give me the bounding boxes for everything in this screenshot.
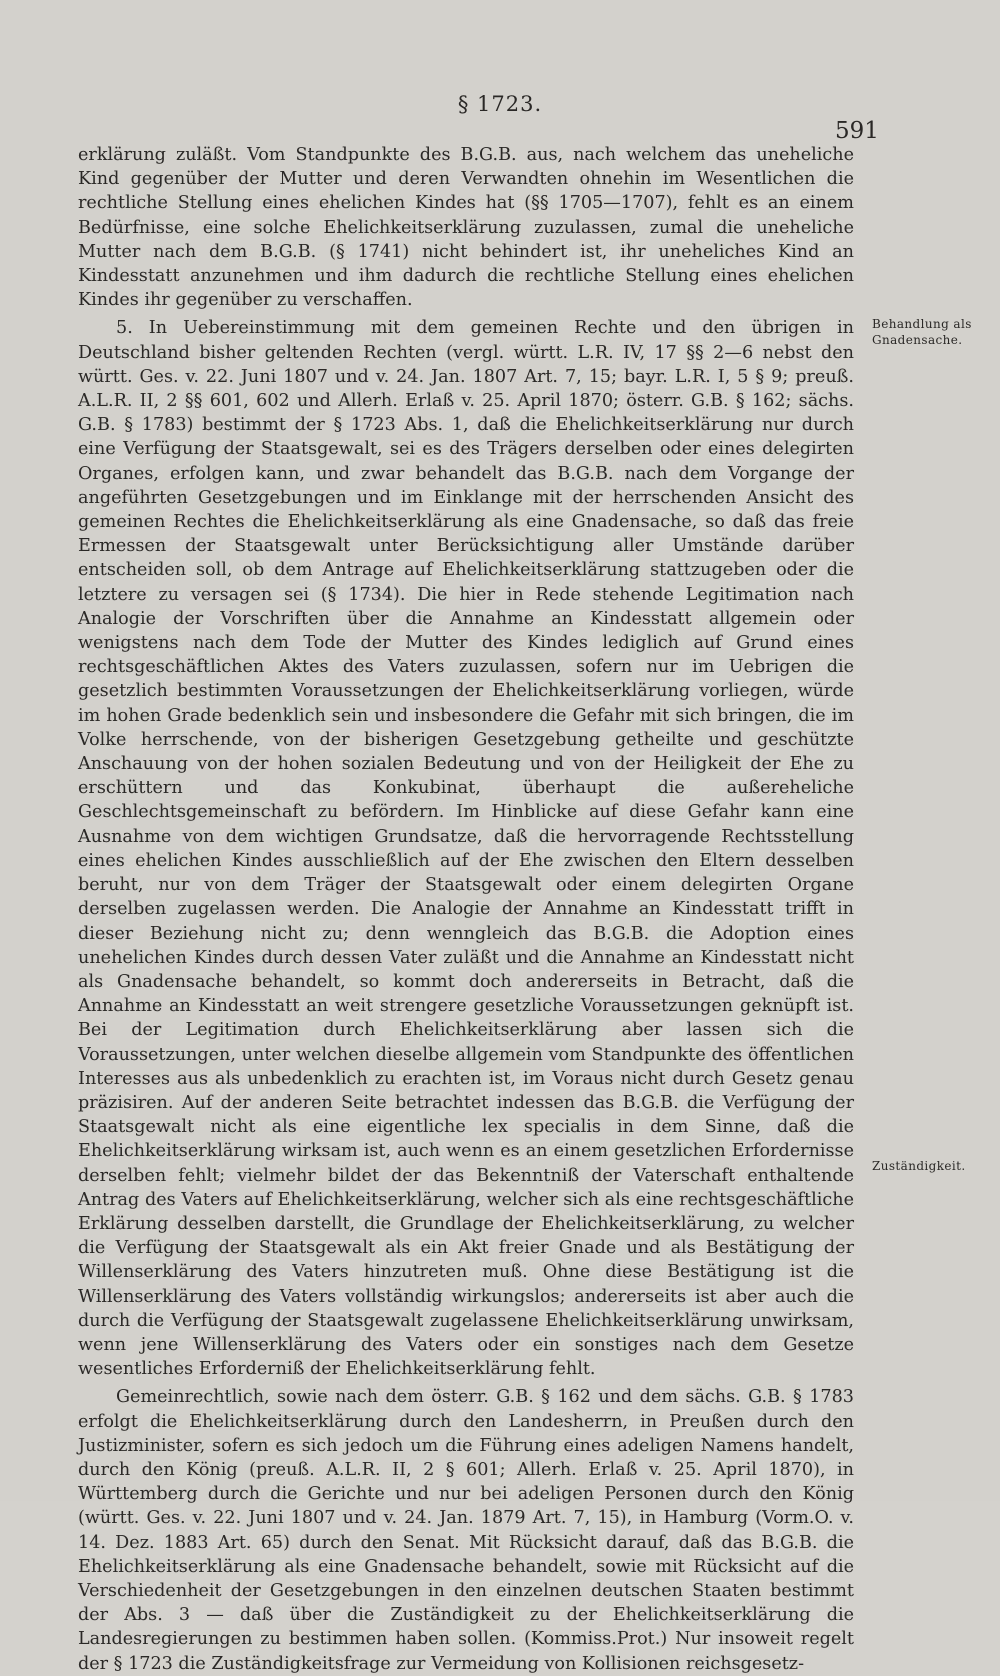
page-number: 591: [835, 118, 879, 144]
paragraph-jurisdiction: Gemeinrechtlich, sowie nach dem österr. G.B. § 162 und dem sächs. G.B. § 1783 erfolgt die Ehelichkeitserklärung durch den Landesherrn, in Preußen durch den Justizminister, sofern es sich jedoch um die Führung eines adeligen Namens handelt, durch den König (preuß. A.L.R. II, 2 § 601; Allerh. Erlaß v. 25. April 1870), in Württemberg durch die Gerichte und nur bei adeligen Personen durch den König (württ. Ges. v. 22. Juni 1807 und v. 24. Jan. 1879 Art. 7, 15), in Hamburg (Vorm.O. v. 14. Dez. 1883 Art. 65) durch den Senat. Mit Rücksicht darauf, daß das B.G.B. die Ehelichkeitserklärung als eine Gnadensache behandelt, sowie mit Rücksicht auf die Verschiedenheit der Gesetzgebungen in den einzelnen deutschen Staaten bestimmt der Abs. 3 — daß über die Zuständigkeit zu der Ehelichkeitserklärung die Landesregierungen zu bestimmen haben sollen. (Kommiss.Prot.) Nur insoweit regelt der § 1723 die Zuständigkeitsfrage zur Vermeidung von Kollisionen reichsgesetz-: [78, 1387, 854, 1674]
margin-note-zustaendigkeit: Zuständigkeit.: [872, 1159, 966, 1173]
paragraph-continuation: erklärung zuläßt. Vom Standpunkte des B.G.B. aus, nach welchem das uneheliche Kind gegenüber der Mutter und deren Verwandten ohnehin im Wesentlichen die rechtliche Stellung eines ehelichen Kindes hat (§§ 1705—1707), fehlt es an einem Bedürfnisse, eine solche Ehelichkeitserklärung zuzulassen, zumal die uneheliche Mutter nach dem B.G.B. (§ 1741) nicht behindert ist, ihr uneheliches Kind an Kindesstatt anzunehmen und ihm dadurch die rechtliche Stellung eines ehelichen Kindes ihr gegenüber zu verschaffen.: [78, 145, 854, 311]
margin-note-line: Gnadensache.: [872, 333, 963, 347]
section-header: § 1723.: [457, 92, 543, 116]
body-text: [78, 143, 854, 1676]
margin-note-gnadensache: [872, 316, 990, 348]
margin-note-line: Behandlung als: [872, 317, 972, 331]
paragraph-section-5: 5. In Uebereinstimmung mit dem gemeinen Rechte und den übrigen in Deutschland bisher geltenden Rechten (vergl. württ. L.R. IV, 17 §§ 2—6 nebst den württ. Ges. v. 22. Juni 1807 und v. 24. Jan. 1807 Art. 7, 15; bayr. L.R. I, 5 § 9; preuß. A.L.R. II, 2 §§ 601, 602 und Allerh. Erlaß v. 25. April 1870; österr. G.B. § 162; sächs. G.B. § 1783) bestimmt der § 1723 Abs. 1, daß die Ehelichkeitserklärung nur durch eine Verfügung der Staatsgewalt, sei es des Trägers derselben oder eines delegirten Organes, erfolgen kann, und zwar behandelt das B.G.B. nach dem Vorgange der angeführten Gesetzgebungen und im Einklange mit der herrschenden Ansicht des gemeinen Rechtes die Ehelichkeitserklärung als eine Gnadensache, so daß das freie Ermessen der Staatsgewalt unter Berücksichtigung aller Umstände darüber entscheiden soll, ob dem Antrage auf Ehelichkeitserklärung stattzugeben oder die letztere zu versagen sei (§ 1734). Die hier in Rede stehende Legitimation nach Analogie der Vorschriften über die Annahme an Kindesstatt allgemein oder wenigstens nach dem Tode der Mutter des Kindes lediglich auf Grund eines rechtsgeschäftlichen Aktes des Vaters zuzulassen, sofern nur im Uebrigen die gesetzlich bestimmten Voraussetzungen der Ehelichkeitserklärung vorliegen, würde im hohen Grade bedenklich sein und insbesondere die Gefahr mit sich bringen, die im Volke herrschende, von der bisherigen Gesetzgebung getheilte und geschützte Anschauung von der hohen sozialen Bedeutung und von der Heiligkeit der Ehe zu erschüttern und das Konkubinat, überhaupt die außereheliche Geschlechtsgemeinschaft zu befördern. Im Hinblicke auf diese Gefahr kann eine Ausnahme von dem wichtigen Grundsatze, daß die hervorragende Rechtsstellung eines ehelichen Kindes ausschließlich auf der Ehe zwischen den Eltern desselben beruht, nur von dem Träger der Staatsgewalt oder einem delegirten Organe derselben zugelassen werden. Die Analogie der Annahme an Kindesstatt trifft in dieser Beziehung nicht zu; denn wenngleich das B.G.B. die Adoption eines unehelichen Kindes durch dessen Vater zuläßt und die Annahme an Kindesstatt nicht als Gnadensache behandelt, so kommt doch andererseits in Betracht, daß die Annahme an Kindesstatt an weit strengere gesetzliche Voraussetzungen geknüpft ist. Bei der Legitimation durch Ehelichkeitserklärung aber lassen sich die Voraussetzungen, unter welchen dieselbe allgemein vom Standpunkte des öffentlichen Interesses aus als unbedenklich zu erachten ist, im Voraus nicht durch Gesetz genau präzisiren. Auf der anderen Seite betrachtet indessen das B.G.B. die Verfügung der Staatsgewalt nicht als eine eigentliche lex specialis in dem Sinne, daß die Ehelichkeitserklärung wirksam ist, auch wenn es an einem gesetzlichen Erfordernisse derselben fehlt; vielmehr bildet der das Bekenntniß der Vaterschaft enthaltende Antrag des Vaters auf Ehelichkeitserklärung, welcher sich als eine rechtsgeschäftliche Erklärung desselben darstellt, die Grundlage der Ehelichkeitserklärung, zu welcher die Verfügung der Staatsgewalt als ein Akt freier Gnade und als Bestätigung der Willenserklärung des Vaters hinzutreten muß. Ohne diese Bestätigung ist die Willenserklärung des Vaters vollständig wirkungslos; andererseits ist aber auch die durch die Verfügung der Staatsgewalt zugelassene Ehelichkeitserklärung unwirksam, wenn jene Willenserklärung des Vaters oder ein sonstiges nach dem Gesetze wesentliches Erforderniß der Ehelichkeitserklärung fehlt.: [78, 318, 854, 1380]
